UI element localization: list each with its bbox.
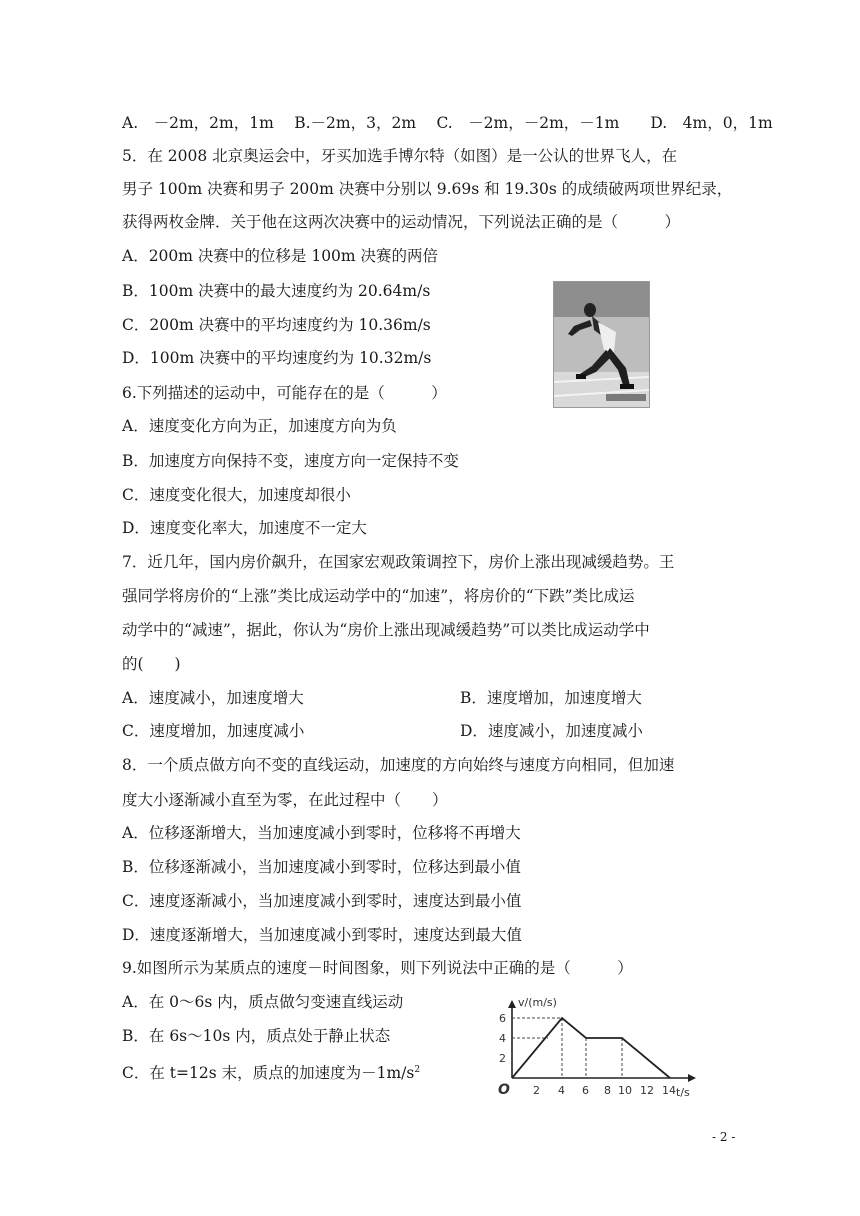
q6-option-b: B．加速度方向保持不变，速度方向一定保持不变 bbox=[122, 452, 459, 470]
q9-option-c-exponent: 2 bbox=[414, 1065, 421, 1075]
q5-stem-line-1: 5．在 2008 北京奥运会中，牙买加选手博尔特（如图）是一公认的世界飞人，在 bbox=[122, 147, 678, 165]
q9-stem: 9.如图所示为某质点的速度－时间图象，则下列说法中正确的是（ ） bbox=[122, 959, 633, 977]
q7-option-b: B．速度增加，加速度增大 bbox=[460, 689, 642, 707]
q5-option-a: A．200m 决赛中的位移是 100m 决赛的两倍 bbox=[122, 247, 439, 265]
q5-option-d: D．100m 决赛中的平均速度约为 10.32m/s bbox=[122, 349, 432, 367]
q6-option-c: C．速度变化很大，加速度却很小 bbox=[122, 486, 351, 504]
velocity-line bbox=[512, 1018, 670, 1078]
q7-stem-line-4: 的( ) bbox=[122, 655, 181, 673]
q9-option-a: A．在 0～6s 内，质点做匀变速直线运动 bbox=[122, 993, 404, 1011]
q7-option-d: D．速度减小，加速度减小 bbox=[460, 722, 643, 740]
sprinter-illustration bbox=[554, 282, 649, 407]
velocity-time-graph bbox=[490, 996, 700, 1100]
x-tick-14: 14 bbox=[662, 1084, 676, 1097]
q9-option-c bbox=[122, 1060, 420, 1083]
x-tick-2: 2 bbox=[533, 1084, 540, 1097]
y-axis-label: v/(m/s) bbox=[518, 996, 557, 1009]
y-axis-arrow bbox=[508, 1000, 516, 1008]
x-tick-6: 6 bbox=[582, 1084, 589, 1097]
q6-option-d: D．速度变化率大，加速度不一定大 bbox=[122, 519, 367, 537]
origin-label: O bbox=[498, 1082, 510, 1098]
y-tick-2: 2 bbox=[499, 1052, 506, 1065]
q7-stem-line-1: 7．近几年，国内房价飙升，在国家宏观政策调控下，房价上涨出现减缓趋势。王 bbox=[122, 553, 675, 571]
x-axis-label: t/s bbox=[676, 1086, 690, 1099]
q8-option-d: D．速度逐渐增大，当加速度减小到零时，速度达到最大值 bbox=[122, 926, 522, 944]
q9-option-b: B．在 6s～10s 内，质点处于静止状态 bbox=[122, 1027, 391, 1045]
q5-option-c: C．200m 决赛中的平均速度约为 10.36m/s bbox=[122, 316, 431, 334]
q7-option-c: C．速度增加，加速度减小 bbox=[122, 722, 305, 740]
q6-stem: 6.下列描述的运动中，可能存在的是（ ） bbox=[122, 384, 447, 402]
q7-stem-line-2: 强同学将房价的“上涨”类比成运动学中的“加速”，将房价的“下跌”类比成运 bbox=[122, 587, 635, 605]
q5-stem-line-2: 男子 100m 决赛和男子 200m 决赛中分别以 9.69s 和 19.30s 的成绩破两项世界纪录， bbox=[122, 180, 733, 198]
x-tick-4: 4 bbox=[558, 1084, 565, 1097]
q7-option-a: A．速度减小，加速度增大 bbox=[122, 689, 304, 707]
x-tick-12: 12 bbox=[640, 1084, 654, 1097]
q8-stem-line-1: 8．一个质点做方向不变的直线运动，加速度的方向始终与速度方向相同，但加速 bbox=[122, 756, 675, 774]
page-number: - 2 - bbox=[712, 1130, 736, 1144]
x-axis-arrow bbox=[688, 1074, 696, 1082]
sprinter-photo bbox=[553, 281, 650, 408]
q8-option-a: A．位移逐渐增大，当加速度减小到零时，位移将不再增大 bbox=[122, 824, 521, 842]
x-tick-10: 10 bbox=[618, 1084, 632, 1097]
q8-stem-line-2: 度大小逐渐减小直至为零，在此过程中（ ） bbox=[122, 791, 448, 809]
y-tick-6: 6 bbox=[499, 1012, 506, 1025]
q4-options-line: A. －2m，2m，1m B.－2m，3，2m C. －2m，－2m，－1m D. 4m，0，1m bbox=[122, 114, 773, 132]
x-tick-8: 8 bbox=[604, 1084, 611, 1097]
q8-option-c: C．速度逐渐减小，当加速度减小到零时，速度达到最小值 bbox=[122, 892, 522, 910]
q5-stem-line-3: 获得两枚金牌．关于他在这两次决赛中的运动情况，下列说法正确的是（ ） bbox=[122, 213, 681, 231]
q8-option-b: B．位移逐渐减小，当加速度减小到零时，位移达到最小值 bbox=[122, 858, 521, 876]
q7-stem-line-3: 动学中的“减速”，据此，你认为“房价上涨出现减缓趋势”可以类比成运动学中 bbox=[122, 621, 650, 639]
q6-option-a: A．速度变化方向为正，加速度方向为负 bbox=[122, 417, 397, 435]
y-tick-4: 4 bbox=[499, 1032, 506, 1045]
q5-option-b: B．100m 决赛中的最大速度约为 20.64m/s bbox=[122, 282, 431, 300]
q9-option-c-text: C．在 t=12s 末，质点的加速度为－1m/s bbox=[122, 1064, 415, 1082]
